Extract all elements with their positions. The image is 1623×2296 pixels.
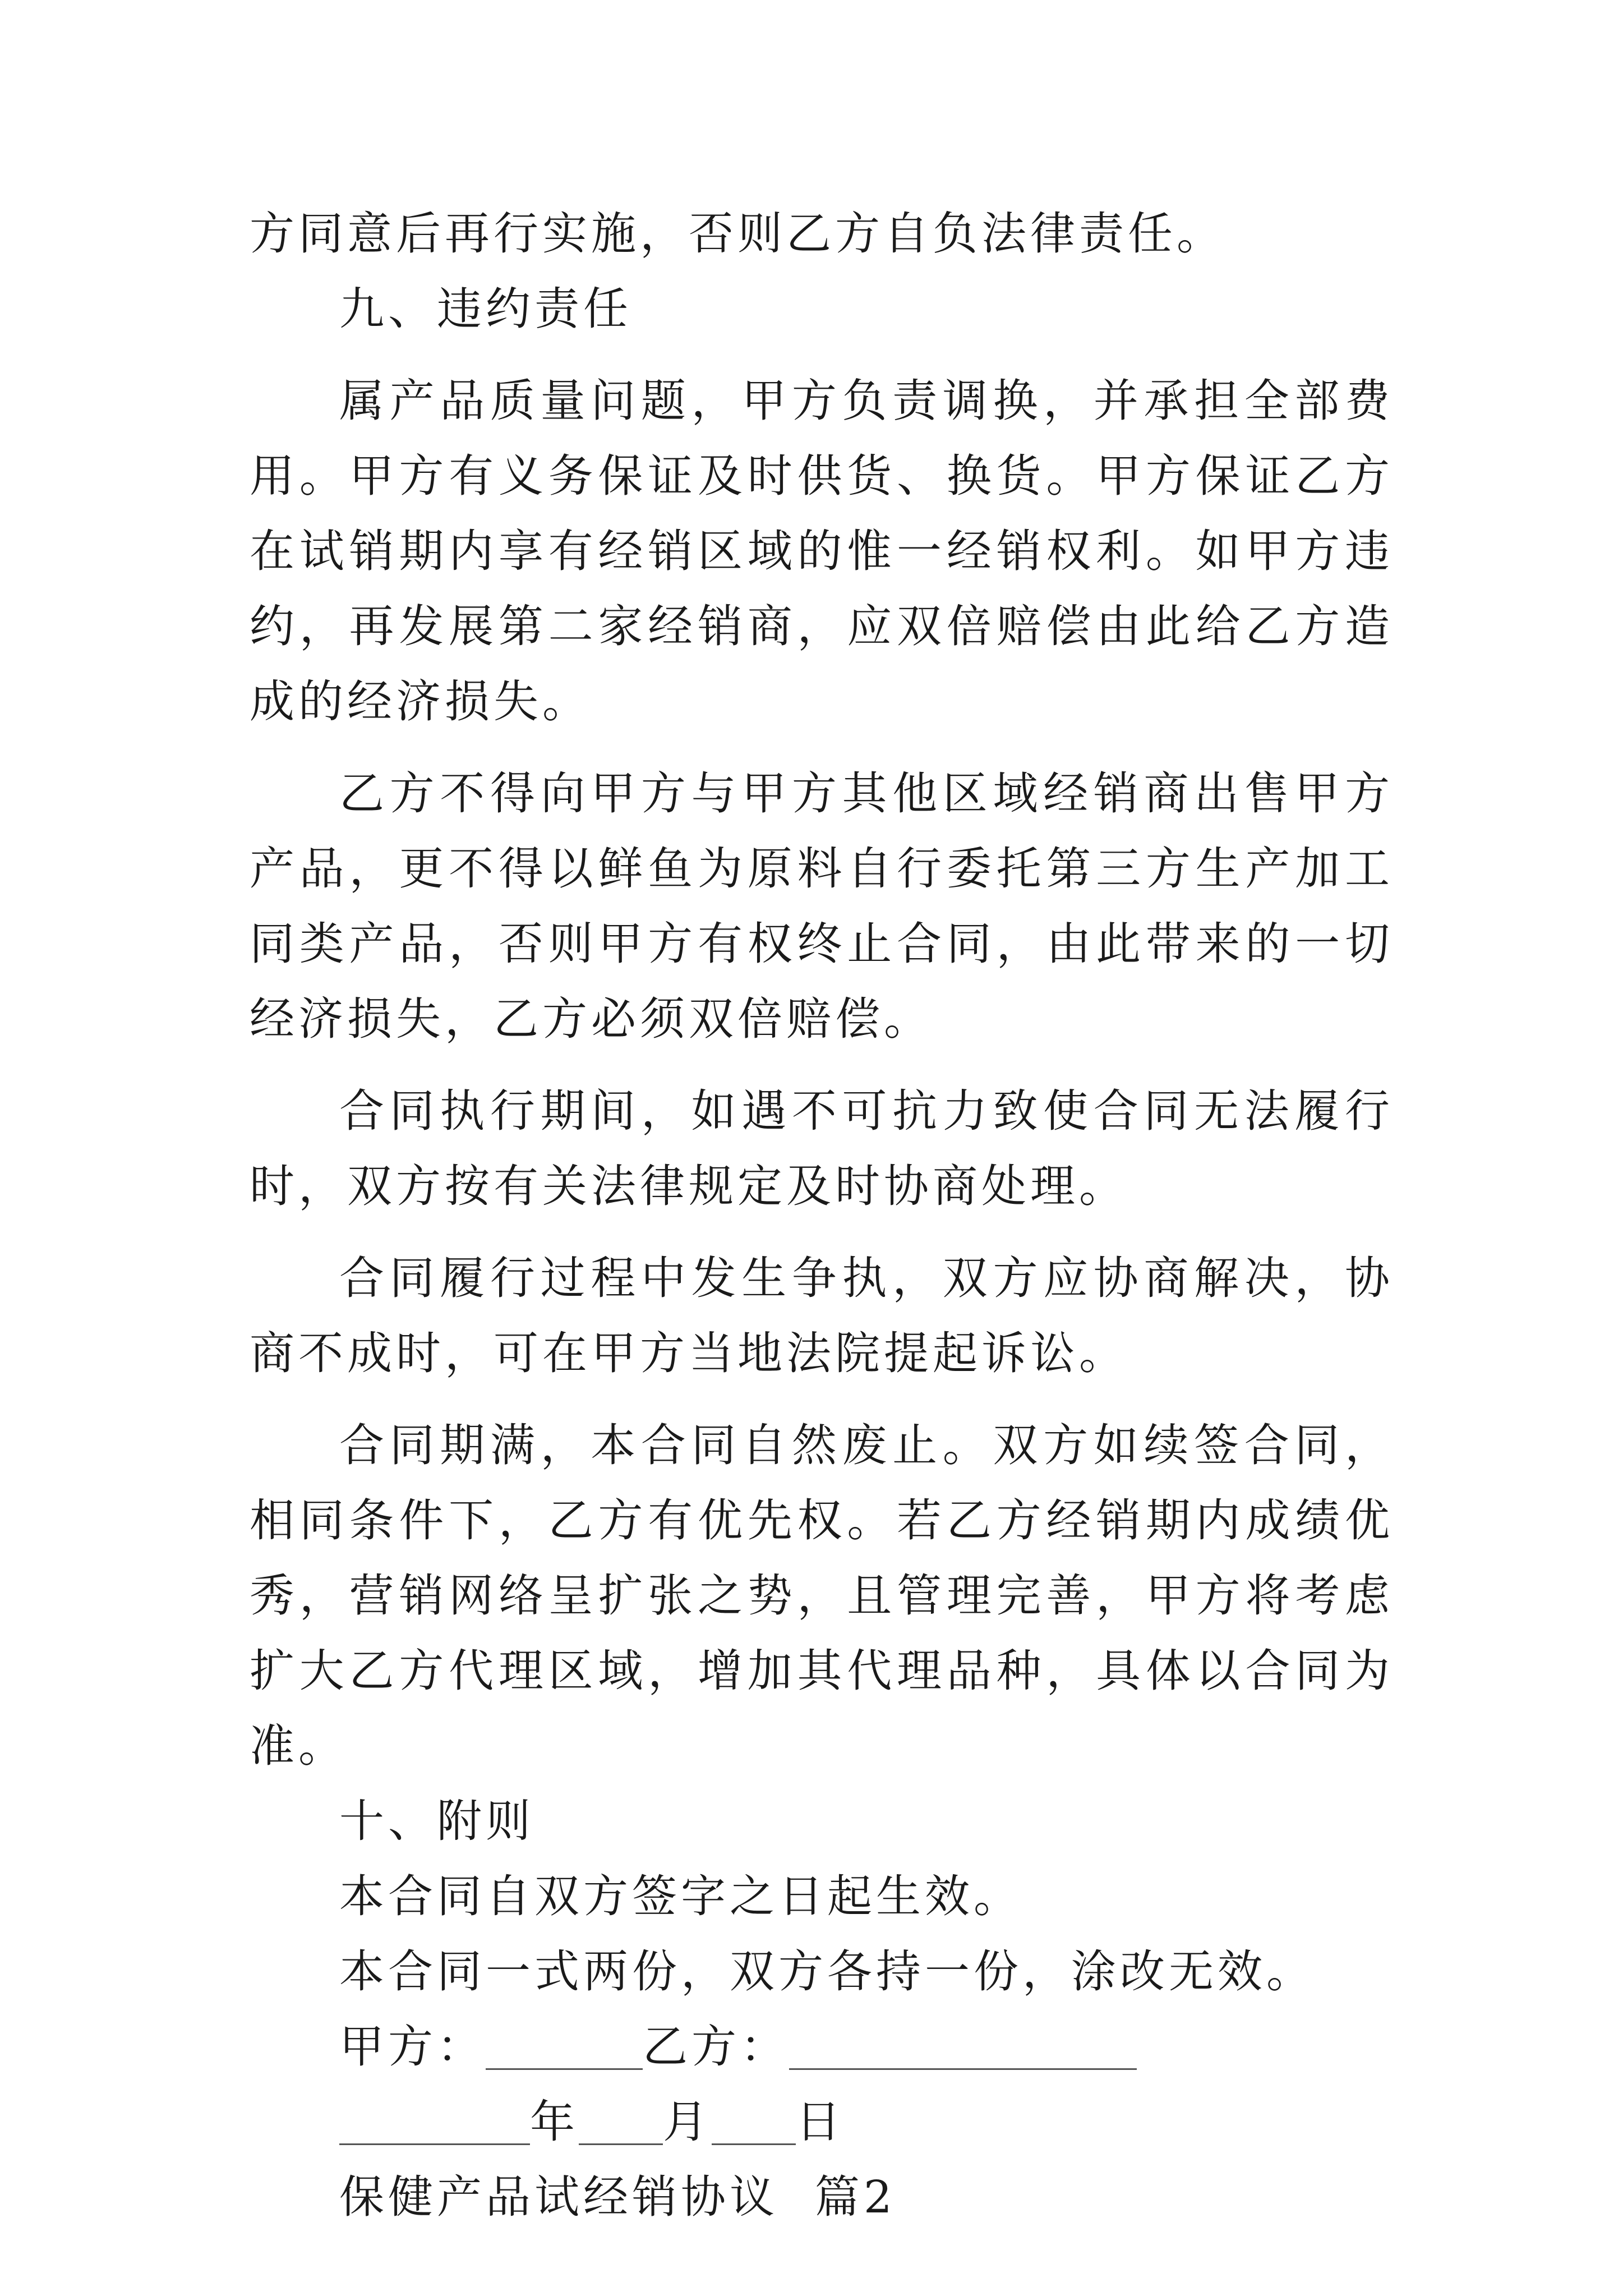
document-page [250, 196, 1394, 2235]
paragraph-sales-restriction: 乙方不得向甲方与甲方其他区域经销商出售甲方产品，更不得以鲜鱼为原料自行委托第三方生产加工同类产品，否则甲方有权终止合同，由此带来的一切经济损失，乙方必须双倍赔偿。 [250, 767, 1394, 1045]
section-heading-supplementary: 十、附则 [339, 1795, 534, 1847]
party-b-blank [789, 2024, 1137, 2070]
year-blank [339, 2100, 530, 2145]
day-blank [712, 2100, 796, 2145]
paragraph-quality-issue: 属产品质量问题，甲方负责调换，并承担全部费用。甲方有义务保证及时供货、换货。甲方保证乙方在试销期内享有经销区域的惟一经销权利。如甲方违约，再发展第二家经销商，应双倍赔偿由此给乙方造成的经济损失。 [250, 375, 1394, 728]
section-heading-breach: 九、违约责任 [339, 283, 632, 335]
paragraph-effective: 本合同自双方签字之日起生效。 [339, 1870, 1022, 1922]
paragraph-contract-expiry: 合同期满，本合同自然废止。双方如续签合同，相同条件下，乙方有优先权。若乙方经销期内成绩优秀，营销网络呈扩张之势，且管理完善，甲方将考虑扩大乙方代理区域，增加其代理品种，具体以合同为准。 [250, 1419, 1394, 1772]
month-blank [579, 2100, 663, 2145]
paragraph-force-majeure: 合同执行期间，如遇不可抗力致使合同无法履行时，双方按有关法律规定及时协商处理。 [250, 1085, 1394, 1212]
party-b-label: 乙方： [643, 2021, 789, 2073]
party-a-label: 甲方： [339, 2021, 486, 2073]
paragraph-dispute: 合同履行过程中发生争执，双方应协商解决，协商不成时，可在甲方当地法院提起诉讼。 [250, 1252, 1394, 1379]
month-label: 月 [663, 2096, 712, 2148]
year-label: 年 [530, 2096, 579, 2148]
party-a-blank [486, 2024, 643, 2070]
paragraph-continuation: 方同意后再行实施，否则乙方自负法律责任。 [250, 208, 1225, 260]
next-section-title: 保健产品试经销协议 篇2 [339, 2171, 896, 2223]
date-line [250, 2085, 1394, 2160]
day-label: 日 [796, 2096, 845, 2148]
signature-line [250, 2009, 1394, 2085]
paragraph-copies: 本合同一式两份，双方各持一份，涂改无效。 [339, 1945, 1315, 1998]
